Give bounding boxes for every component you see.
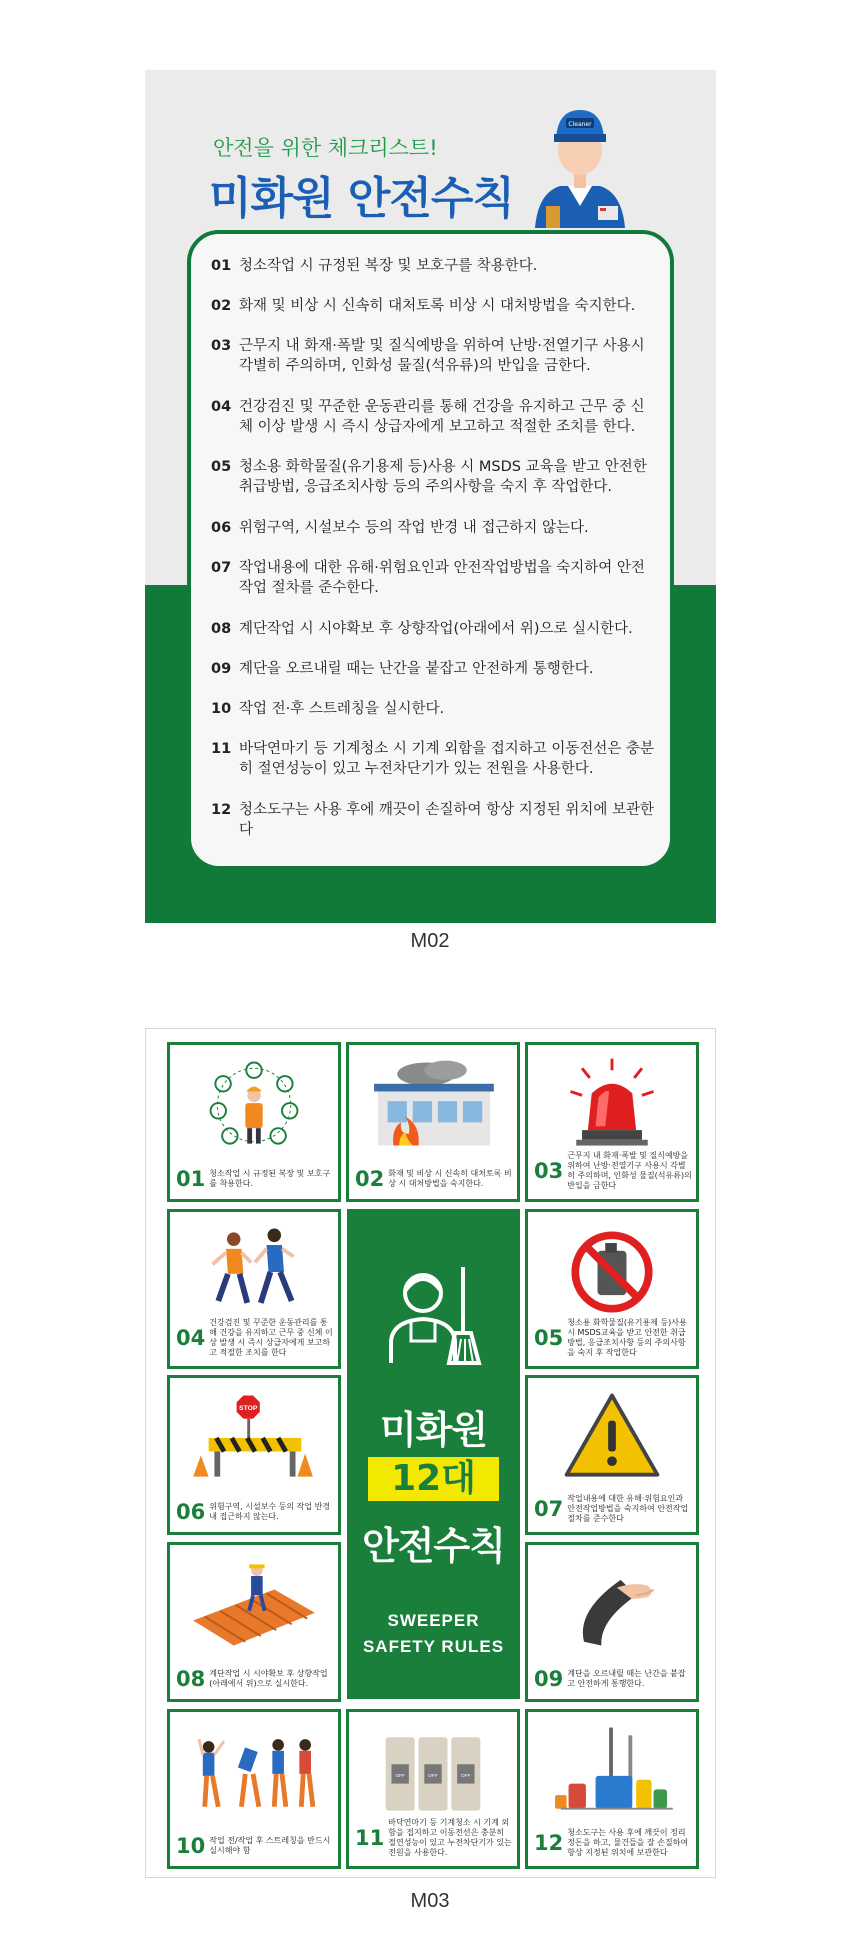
cell-number: 07 (534, 1497, 564, 1521)
warning-icon (528, 1384, 696, 1492)
cell-label (355, 1167, 513, 1191)
rule-item (211, 699, 656, 719)
svg-text:OFF: OFF (461, 1773, 471, 1779)
cell-number: 06 (176, 1500, 206, 1524)
cell-number: 08 (176, 1667, 206, 1691)
cell-text: 계단을 오르내릴 때는 난간을 붙잡고 안전하게 통행한다. (567, 1669, 686, 1688)
rule-item (211, 296, 656, 316)
handrail-icon (528, 1551, 696, 1659)
runners-icon (170, 1218, 338, 1326)
cell-text: 작업내용에 대한 유해·위험요인과 안전작업방법을 숙지하여 안전작업 절차를 준수한다 (567, 1494, 689, 1523)
rule-number: 02 (211, 298, 232, 314)
cell-label (176, 1318, 334, 1358)
center-line1: 미화원 (379, 1408, 488, 1452)
rule-text: 화재 및 비상 시 신속히 대처토록 비상 시 대처방법을 숙지한다. (239, 298, 636, 314)
rule-item (211, 659, 656, 679)
rule-text: 계단을 오르내릴 때는 난간을 붙잡고 안전하게 통행한다. (239, 661, 594, 677)
rule-number: 06 (211, 520, 232, 536)
rule-number: 12 (211, 802, 232, 818)
cleaning-tools-icon (528, 1718, 696, 1826)
cell-text: 청소도구는 사용 후에 깨끗이 정리 정돈을 하고, 물건들을 잘 손질하여 항상 지정된 위치에 보관한다 (567, 1828, 689, 1857)
no-chemical-icon (528, 1218, 696, 1326)
rule-text: 계단작업 시 시야확보 후 상향작업(아래에서 위)으로 실시한다. (239, 621, 633, 637)
cell-number: 01 (176, 1167, 206, 1191)
cell-text: 화재 및 비상 시 신속히 대처토록 비상 시 대처방법을 숙지한다. (388, 1169, 512, 1188)
cell-text: 위험구역, 시설보수 등의 작업 반경 내 접근하지 않는다. (209, 1502, 331, 1521)
rule-cell-02 (346, 1042, 520, 1202)
poster-subtitle: 안전을 위한 체크리스트! (213, 136, 438, 160)
rule-text: 작업내용에 대한 유해·위험요인과 안전작업방법을 숙지하여 안전작업 절차를 준수한다. (239, 560, 645, 596)
rule-text: 청소작업 시 규정된 복장 및 보호구를 착용한다. (239, 258, 538, 274)
cell-text: 청소용 화학물질(유기용제 등)사용 시 MSDS교육을 받고 안전한 취급방법, 응급조치사항 등의 주의사항을 숙지 후 작업한다 (567, 1318, 687, 1357)
rule-text: 바닥연마기 등 기계청소 시 기계 외함을 접지하고 이동전선은 충분히 절연성능이 있고 누전차단기가 있는 전원을 사용한다. (239, 741, 655, 777)
rule-cell-06 (167, 1375, 341, 1535)
stretching-icon (170, 1718, 338, 1826)
svg-text:Cleaner: Cleaner (568, 121, 592, 128)
cell-text: 계단작업 시 시야확보 후 상향작업 (아래에서 위)으로 실시한다. (209, 1669, 328, 1688)
rule-number: 05 (211, 459, 232, 475)
m02-poster (145, 70, 716, 923)
rule-cell-04 (167, 1209, 341, 1369)
worker-ppe-icon (170, 1051, 338, 1159)
cell-label (176, 1500, 334, 1524)
center-en1: SWEEPER (387, 1611, 480, 1630)
rule-cell-09 (525, 1542, 699, 1702)
rule-cell-12 (525, 1709, 699, 1869)
siren-icon (528, 1051, 696, 1159)
roadblock-icon (170, 1384, 338, 1492)
rules-card (187, 230, 674, 870)
rule-number: 01 (211, 258, 232, 274)
cell-text: 작업 전/작업 후 스트레칭을 반드시 실시해야 함 (209, 1836, 331, 1855)
center-en2: SAFETY RULES (362, 1637, 505, 1656)
rule-number: 07 (211, 560, 232, 576)
rule-number: 09 (211, 661, 232, 677)
rule-item (211, 739, 656, 779)
rule-number: 04 (211, 399, 232, 415)
cell-number: 09 (534, 1667, 564, 1691)
sweeper-icon (383, 1263, 487, 1367)
building-fire-icon (349, 1051, 517, 1159)
center-line3: 안전수칙 (362, 1524, 505, 1568)
rule-cell-01 (167, 1042, 341, 1202)
m03-caption: M03 (410, 1890, 450, 1912)
cell-number: 11 (355, 1826, 385, 1850)
rule-cell-08 (167, 1542, 341, 1702)
rule-text: 작업 전·후 스트레칭을 실시한다. (239, 701, 445, 717)
cell-number: 12 (534, 1831, 564, 1855)
rule-number: 08 (211, 621, 232, 637)
rule-text: 청소용 화학물질(유기용제 등)사용 시 MSDS 교육을 받고 안전한 취급방법, 응급조치사항 등의 주의사항을 숙지 후 작업한다. (239, 459, 647, 495)
cell-label (176, 1667, 334, 1691)
cell-number: 02 (355, 1167, 385, 1191)
cell-label (534, 1667, 692, 1691)
cell-label (534, 1494, 692, 1524)
cell-number: 03 (534, 1159, 564, 1183)
m02-caption: M02 (410, 930, 450, 952)
breaker-icon (349, 1718, 517, 1826)
svg-text:OFF: OFF (428, 1773, 438, 1779)
rule-number: 10 (211, 701, 232, 717)
rule-text: 근무지 내 화재·폭발 및 질식예방을 위하여 난방·전열기구 사용시 각별히 주의하며, 인화성 물질(석유류)의 반입을 금한다. (239, 338, 645, 374)
cell-label (176, 1167, 334, 1191)
svg-text:STOP: STOP (239, 1405, 258, 1412)
cell-text: 바닥연마기 등 기계청소 시 기계 외함을 접지하고 이동전선은 충분히 절연성능이 있고 누전차단기가 있는 전원을 사용한다. (388, 1818, 512, 1857)
rule-item (211, 558, 656, 598)
rule-item (211, 619, 656, 639)
rule-item (211, 518, 656, 538)
rule-text: 건강검진 및 꾸준한 운동관리를 통해 건강을 유지하고 근무 중 신체 이상 발생 시 즉시 상급자에게 보고하고 적절한 조치를 한다. (239, 399, 645, 435)
rule-item (211, 336, 656, 376)
cell-text: 청소작업 시 규정된 복장 및 보호구를 착용한다. (209, 1169, 331, 1188)
cell-text: 근무지 내 화재·폭발 및 질식예방을 위하여 난방·전열기구 사용시 각별히 주의하며, 인화성 물질(석유류)의 반입을 금한다 (567, 1151, 692, 1190)
rule-cell-10 (167, 1709, 341, 1869)
cell-label (534, 1828, 692, 1858)
center-title-panel (347, 1209, 520, 1699)
rule-item (211, 457, 656, 497)
rule-number: 03 (211, 338, 232, 354)
cell-label (176, 1834, 334, 1858)
cell-label (534, 1318, 692, 1358)
rule-cell-07 (525, 1375, 699, 1535)
cell-label (534, 1151, 692, 1191)
m03-poster (145, 1028, 716, 1878)
center-line2: 12대 (368, 1457, 499, 1501)
rule-item (211, 397, 656, 437)
rule-item (211, 256, 656, 276)
poster-title: 미화원 안전수칙 (209, 173, 514, 224)
cell-number: 04 (176, 1326, 206, 1350)
stairs-icon (170, 1551, 338, 1659)
cell-label (355, 1818, 513, 1858)
svg-text:OFF: OFF (395, 1773, 405, 1779)
rule-number: 11 (211, 741, 232, 757)
rule-text: 위험구역, 시설보수 등의 작업 반경 내 접근하지 않는다. (239, 520, 589, 536)
rule-cell-03 (525, 1042, 699, 1202)
cleaner-worker-icon (530, 98, 630, 228)
rule-item (211, 800, 656, 840)
cell-text: 건강검진 및 꾸준한 운동관리를 통해 건강을 유지하고 근무 중 신체 이상 발생 시 즉시 상급자에게 보고하고 적절한 조치를 한다 (209, 1318, 333, 1357)
rule-cell-11 (346, 1709, 520, 1869)
rule-cell-05 (525, 1209, 699, 1369)
cell-number: 10 (176, 1834, 206, 1858)
rule-text: 청소도구는 사용 후에 깨끗이 손질하여 항상 지정된 위치에 보관한다 (239, 802, 655, 838)
cell-number: 05 (534, 1326, 564, 1350)
